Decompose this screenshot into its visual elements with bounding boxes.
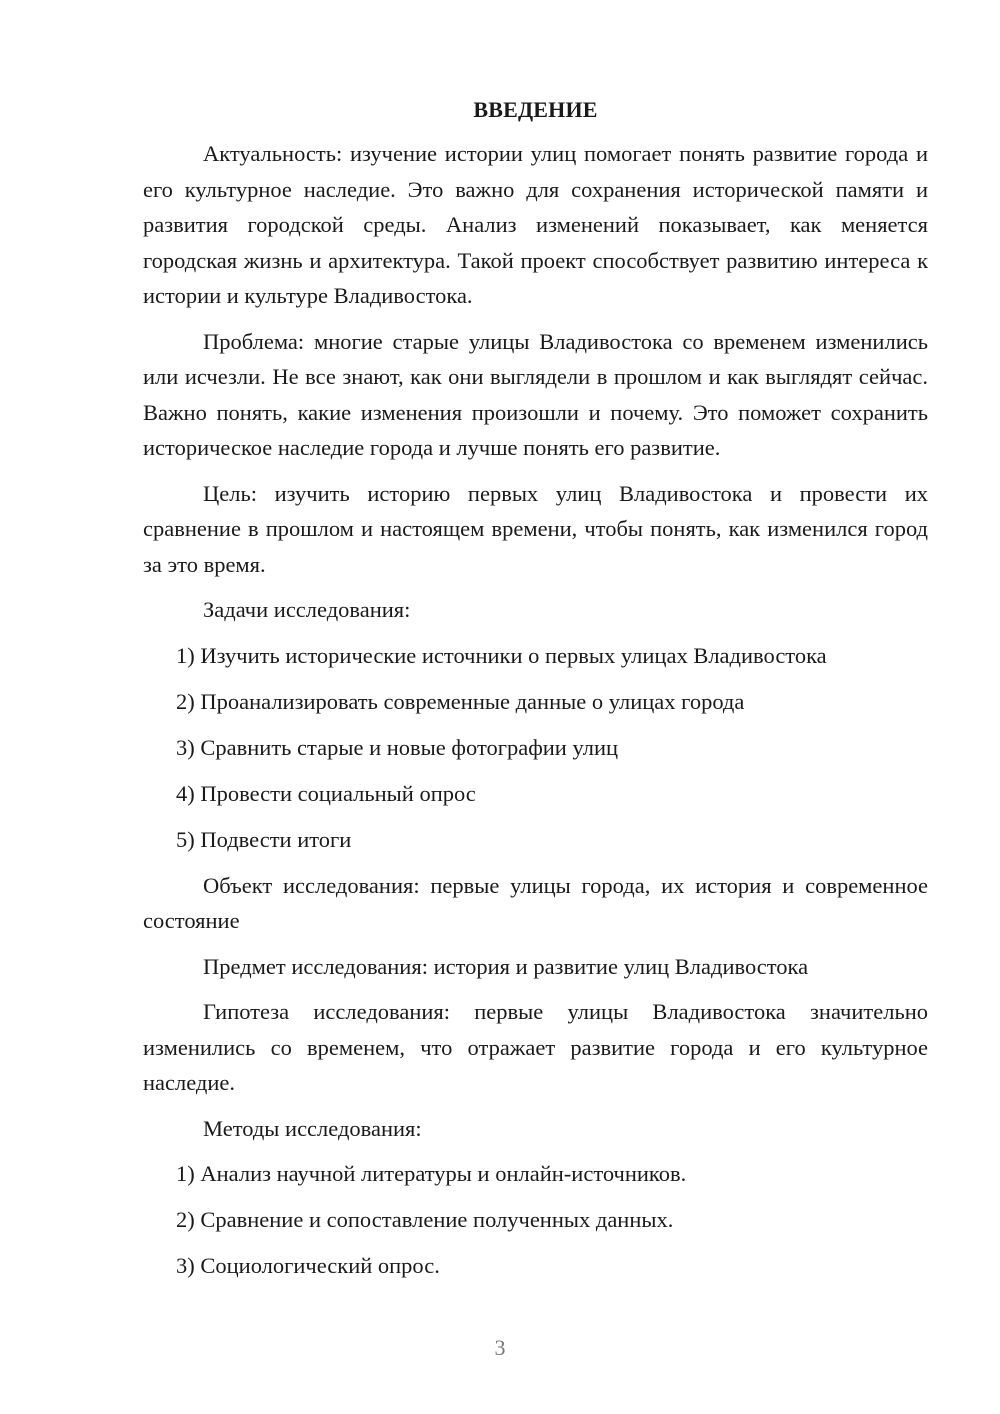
goal-paragraph: Цель: изучить историю первых улиц Владивостока и провести их сравнение в прошлом и настоящем времени, чтобы понять, как изменился город за это время. xyxy=(143,480,928,577)
hypothesis-paragraph: Гипотеза исследования: первые улицы Владивостока значительно изменились со временем, что отражает развитие города и его культурное наследие. xyxy=(143,999,928,1095)
tasks-title: Задачи исследования: xyxy=(203,597,411,622)
section-heading: ВВЕДЕНИЕ xyxy=(473,97,598,122)
methods-list xyxy=(143,1156,928,1284)
method-item-3: 3) Социологический опрос. xyxy=(176,1253,440,1278)
method-item-2: 2) Сравнение и сопоставление полученных данных. xyxy=(176,1207,674,1232)
task-item-3: 3) Сравнить старые и новые фотографии улиц xyxy=(176,734,619,760)
task-item-5: 5) Подвести итоги xyxy=(176,826,352,852)
task-item-2: 2) Проанализировать современные данные о улицах города xyxy=(176,688,745,714)
subject-paragraph: Предмет исследования: история и развитие улиц Владивостока xyxy=(203,953,809,979)
tasks-list xyxy=(143,638,928,858)
problem-paragraph: Проблема: многие старые улицы Владивостока со временем изменились или исчезли. Не все знают, как они выглядели в прошлом и как выглядят сейчас. Важно понять, какие изменения произошли и почему. Это поможет сохранить историческое наследие города и лучше понять его развитие. xyxy=(143,328,928,460)
method-item-1: 1) Анализ научной литературы и онлайн-источников. xyxy=(176,1161,687,1186)
task-item-1: 1) Изучить исторические источники о первых улицах Владивостока xyxy=(176,642,827,668)
relevance-paragraph: Актуальность: изучение истории улиц помогает понять развитие города и его культурное наследие. Это важно для сохранения исторической памяти и развития городской среды. Анализ изменений показывает, как меняется городская жизнь и архитектура. Такой проект способствует развитию интереса к истории и культуре Владивостока. xyxy=(143,141,928,308)
page-number: 3 xyxy=(494,1335,506,1360)
object-paragraph: Объект исследования: первые улицы города, их история и современное состояние xyxy=(143,872,928,933)
task-item-4: 4) Провести социальный опрос xyxy=(176,780,476,806)
document-page xyxy=(143,96,928,1294)
methods-title: Методы исследования: xyxy=(203,1115,422,1141)
